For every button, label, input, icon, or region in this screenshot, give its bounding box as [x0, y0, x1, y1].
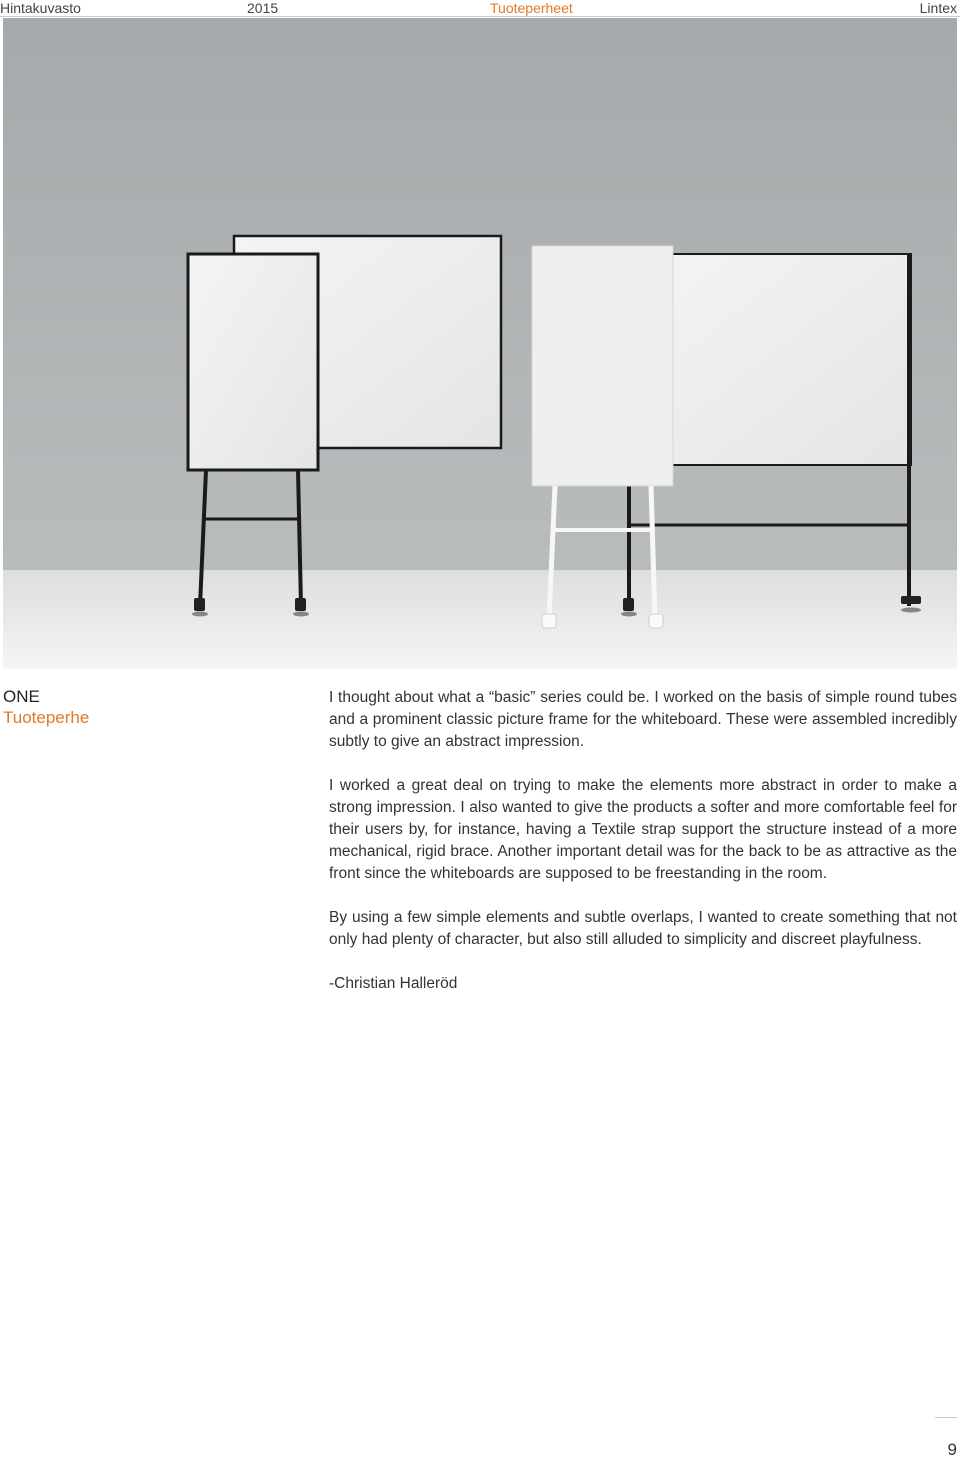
page-number: 9	[947, 1440, 957, 1459]
paragraph: I worked a great deal on trying to make the elements more abstract in order to make a strong impression. I also wanted to give the products a softer and more comfortable feel for their users by, for instance, having a Textile strap support the structure instead of a more mechanical, rigid brace. Another important detail was for the back to be as attractive as the front since the whiteboards are supposed to be freestanding in the room.	[329, 777, 957, 882]
header-year: 2015	[247, 0, 279, 16]
article-body	[329, 687, 957, 995]
paragraph: I thought about what a “basic” series could be. I worked on the basis of simple round tubes and a prominent classic picture frame for the whiteboard. These were assembled incredibly subtly to give an abstract impression.	[329, 689, 957, 750]
header-catalog: Hintakuvasto	[0, 0, 81, 16]
paragraph: By using a few simple elements and subtle overlaps, I wanted to create something that not only had plenty of character, but also still alluded to simplicity and discreet playfulness.	[329, 909, 957, 948]
header-section: Tuoteperheet	[490, 0, 573, 16]
header-rule	[0, 16, 960, 17]
header-brand: Lintex	[919, 0, 957, 16]
product-title	[3, 686, 203, 728]
product-name: ONE	[3, 687, 40, 706]
footer-rule	[935, 1417, 957, 1418]
product-family-label: Tuoteperhe	[3, 708, 90, 727]
product-photo	[3, 18, 957, 669]
article-signature: -Christian Halleröd	[329, 975, 458, 992]
